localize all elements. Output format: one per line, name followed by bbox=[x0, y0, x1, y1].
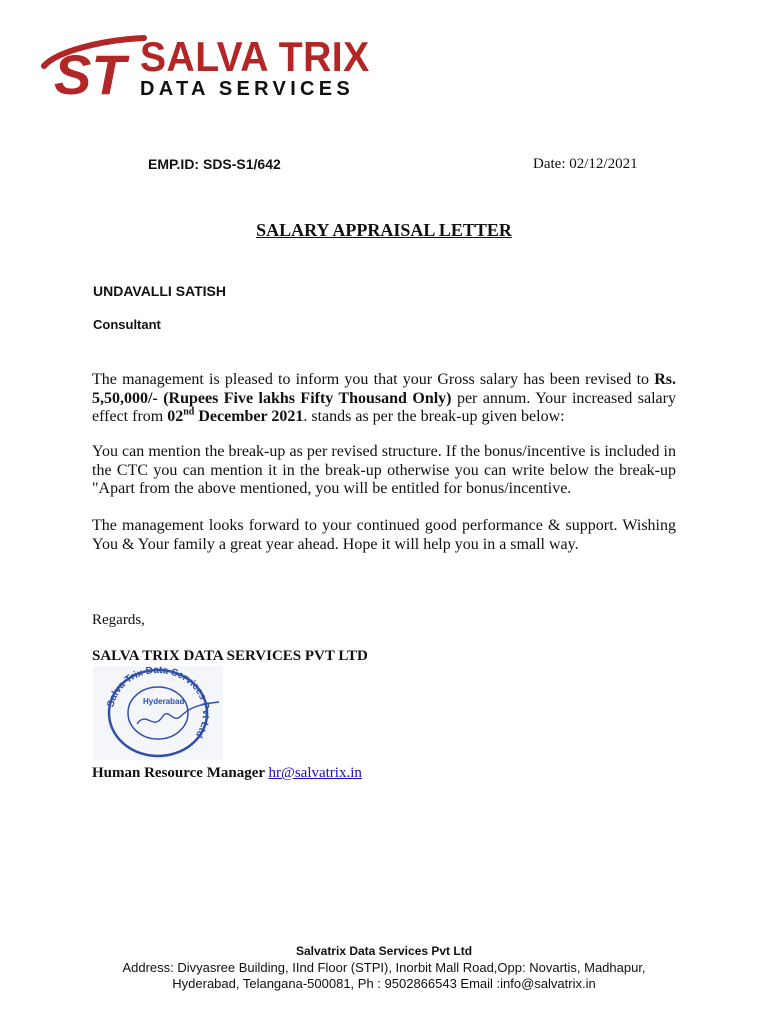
p1-text-a: The management is pleased to inform you that your Gross salary has been revised to bbox=[92, 371, 655, 388]
signer-title: Human Resource Manager bbox=[92, 765, 265, 781]
recipient-name: UNDAVALLI SATISH bbox=[93, 283, 226, 299]
stamp-ring-text: Salva Trix Data Services Pvt Ltd bbox=[105, 666, 212, 740]
letter-title: SALARY APPRAISAL LETTER bbox=[256, 220, 512, 240]
regards-line: Regards, bbox=[92, 612, 145, 628]
letter-date: Date: 02/12/2021 bbox=[533, 156, 638, 172]
p1-text-c: per annum. Your increased salary effect from bbox=[92, 389, 676, 425]
footer-company: Salvatrix Data Services Pvt Ltd bbox=[295, 944, 473, 958]
stamp-center-text: Hyderabad bbox=[143, 697, 185, 706]
stamp-seal-icon bbox=[93, 666, 223, 760]
signer-line bbox=[92, 765, 362, 782]
breakup-paragraph: You can mention the break-up as per revised structure. If the bonus/incentive is included in the CTC you can mention it in the break-up otherwise you can write below the break-up "Apart from the above mentioned, you will be entitled for bonus/incentive. bbox=[92, 443, 676, 497]
salary-amount: Rs. 5,50,000/- (Rupees Five lakhs Fifty Thousand Only) bbox=[92, 371, 676, 407]
recipient-designation: Consultant bbox=[93, 317, 161, 332]
st-monogram-icon bbox=[40, 28, 150, 108]
footer-address-line1: Address: Divyasree Building, IInd Floor (STPI), Inorbit Mall Road,Opp: Novartis, Madhapur, bbox=[122, 960, 646, 975]
company-logo bbox=[40, 28, 380, 108]
p1-text-g: . stands as per the break-up given below: bbox=[303, 408, 565, 425]
brand-subtitle: DATA SERVICES bbox=[140, 78, 355, 100]
company-stamp bbox=[93, 666, 223, 760]
closing-paragraph: The management looks forward to your continued good performance & support. Wishing You & Your family a great year ahead. Hope it will help you in a small way. bbox=[92, 517, 676, 553]
footer-address-line2: Hyderabad, Telangana-500081, Ph : 9502866543 Email :info@salvatrix.in bbox=[172, 976, 596, 991]
effective-day: 02nd December 2021 bbox=[167, 406, 304, 425]
hr-email-link[interactable]: hr@salvatrix.in bbox=[268, 765, 362, 781]
salary-revision-paragraph bbox=[92, 371, 676, 427]
logo-monogram-text: ST bbox=[54, 43, 126, 106]
brand-name: SALVA TRIX bbox=[140, 33, 370, 80]
signatory-company: SALVA TRIX DATA SERVICES PVT LTD bbox=[92, 648, 368, 664]
employee-id: EMP.ID: SDS-S1/642 bbox=[148, 156, 281, 172]
